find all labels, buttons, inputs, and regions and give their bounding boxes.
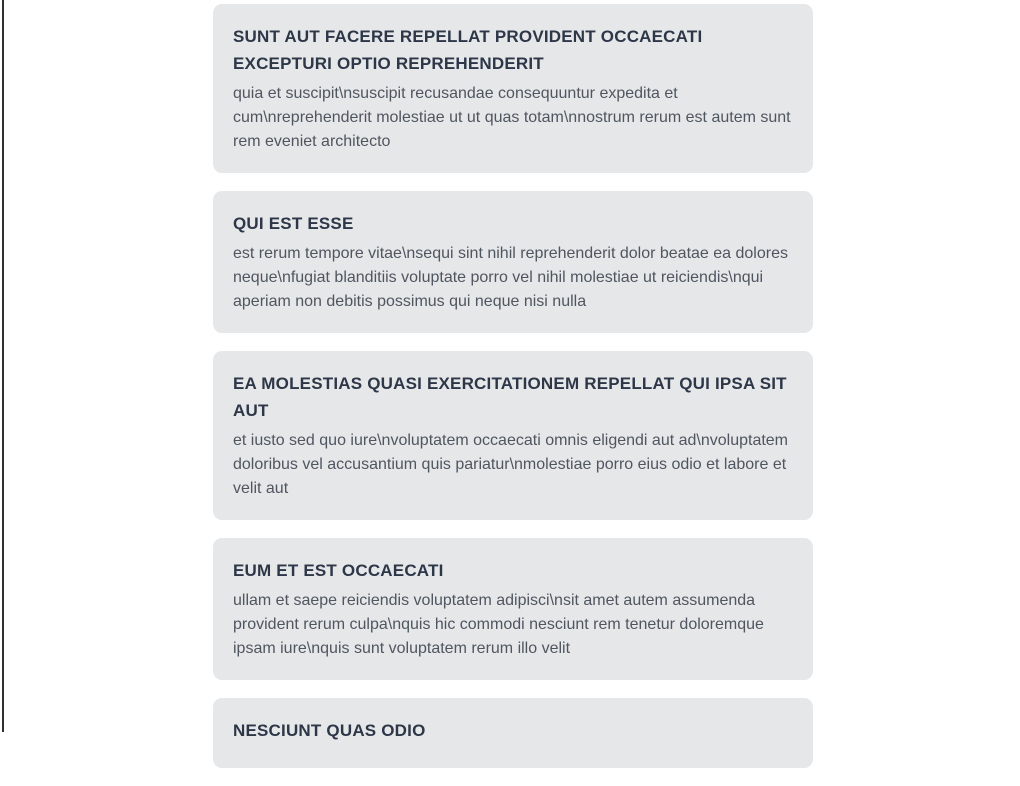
post-card [213, 191, 813, 333]
post-body: est rerum tempore vitae\nsequi sint nihil reprehenderit dolor beatae ea dolores neque\nfugiat blanditiis voluptate porro vel nihil molestiae ut reiciendis\nqui aperiam non debitis possimus qui neque nisi nulla [233, 245, 788, 310]
post-title: SUNT AUT FACERE REPELLAT PROVIDENT OCCAECATI EXCEPTURI OPTIO REPREHENDERIT [233, 27, 703, 73]
post-card [213, 538, 813, 680]
post-title: EA MOLESTIAS QUASI EXERCITATIONEM REPELLAT QUI IPSA SIT AUT [233, 374, 787, 420]
post-title: EUM ET EST OCCAECATI [233, 561, 444, 580]
post-title: NESCIUNT QUAS ODIO [233, 721, 426, 740]
post-body: ullam et saepe reiciendis voluptatem adipisci\nsit amet autem assumenda provident rerum culpa\nquis hic commodi nesciunt rem tenetur doloremque ipsam iure\nquis sunt voluptatem rerum illo velit [233, 592, 764, 657]
left-page-divider [2, 0, 4, 732]
post-body: et iusto sed quo iure\nvoluptatem occaecati omnis eligendi aut ad\nvoluptatem doloribus vel accusantium quis pariatur\nmolestiae porro eius odio et labore et velit aut [233, 432, 789, 497]
post-title: QUI EST ESSE [233, 214, 354, 233]
post-card [213, 351, 813, 520]
posts-list [213, 4, 813, 786]
post-card [213, 698, 813, 768]
post-body: quia et suscipit\nsuscipit recusandae consequuntur expedita et cum\nreprehenderit molestiae ut ut quas totam\nnostrum rerum est autem sunt rem eveniet architecto [233, 85, 791, 150]
post-card [213, 4, 813, 173]
